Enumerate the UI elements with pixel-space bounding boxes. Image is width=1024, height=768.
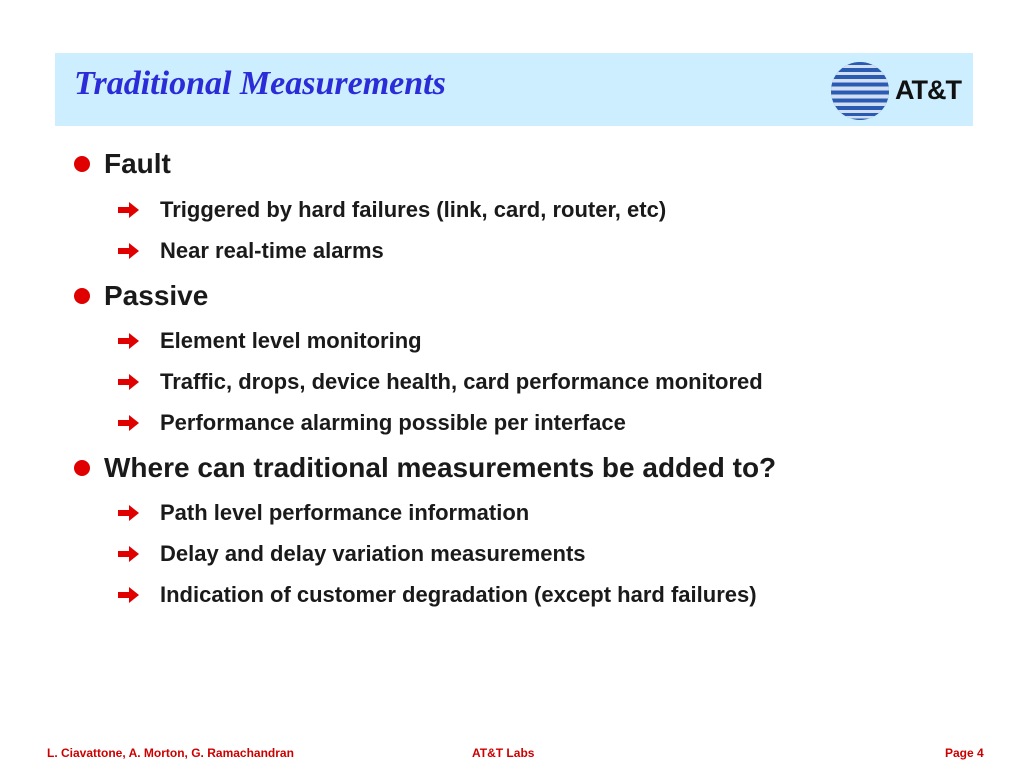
red-dot-icon	[74, 156, 90, 172]
sub-bullet-item	[118, 408, 626, 438]
sub-bullet-text: Near real-time alarms	[160, 238, 384, 263]
att-logo	[830, 61, 970, 121]
right-arrow-icon	[118, 414, 140, 432]
sub-bullet-item	[118, 367, 763, 397]
sub-bullet-text: Triggered by hard failures (link, card, router, etc)	[160, 197, 667, 222]
bullet-item	[74, 146, 171, 182]
footer-org: AT&T Labs	[472, 746, 535, 760]
bullet-item	[74, 450, 776, 486]
sub-bullet-text: Element level monitoring	[160, 328, 422, 353]
att-globe-icon	[830, 61, 890, 121]
red-dot-icon	[74, 460, 90, 476]
sub-bullet-item	[118, 236, 384, 266]
sub-bullet-text: Delay and delay variation measurements	[160, 541, 586, 566]
bullet-item	[74, 278, 208, 314]
sub-bullet-text: Indication of customer degradation (except hard failures)	[160, 582, 757, 607]
title-bar	[55, 53, 973, 126]
sub-bullet-item	[118, 498, 529, 528]
right-arrow-icon	[118, 201, 140, 219]
sub-bullet-item	[118, 580, 757, 610]
right-arrow-icon	[118, 586, 140, 604]
sub-bullet-item	[118, 539, 586, 569]
sub-bullet-text: Traffic, drops, device health, card performance monitored	[160, 369, 763, 394]
footer-authors: L. Ciavattone, A. Morton, G. Ramachandran	[47, 746, 294, 760]
right-arrow-icon	[118, 504, 140, 522]
right-arrow-icon	[118, 242, 140, 260]
sub-bullet-text: Performance alarming possible per interface	[160, 410, 626, 435]
right-arrow-icon	[118, 373, 140, 391]
bullet-text: Fault	[104, 148, 171, 179]
logo-text: AT&T	[895, 75, 961, 105]
sub-bullet-item	[118, 195, 666, 225]
right-arrow-icon	[118, 332, 140, 350]
red-dot-icon	[74, 288, 90, 304]
sub-bullet-item	[118, 326, 422, 356]
footer-page-number: Page 4	[945, 746, 984, 760]
bullet-text: Where can traditional measurements be added to?	[104, 452, 777, 483]
sub-bullet-text: Path level performance information	[160, 500, 530, 525]
right-arrow-icon	[118, 545, 140, 563]
bullet-text: Passive	[104, 280, 209, 311]
slide-title: Traditional Measurements	[74, 65, 446, 102]
